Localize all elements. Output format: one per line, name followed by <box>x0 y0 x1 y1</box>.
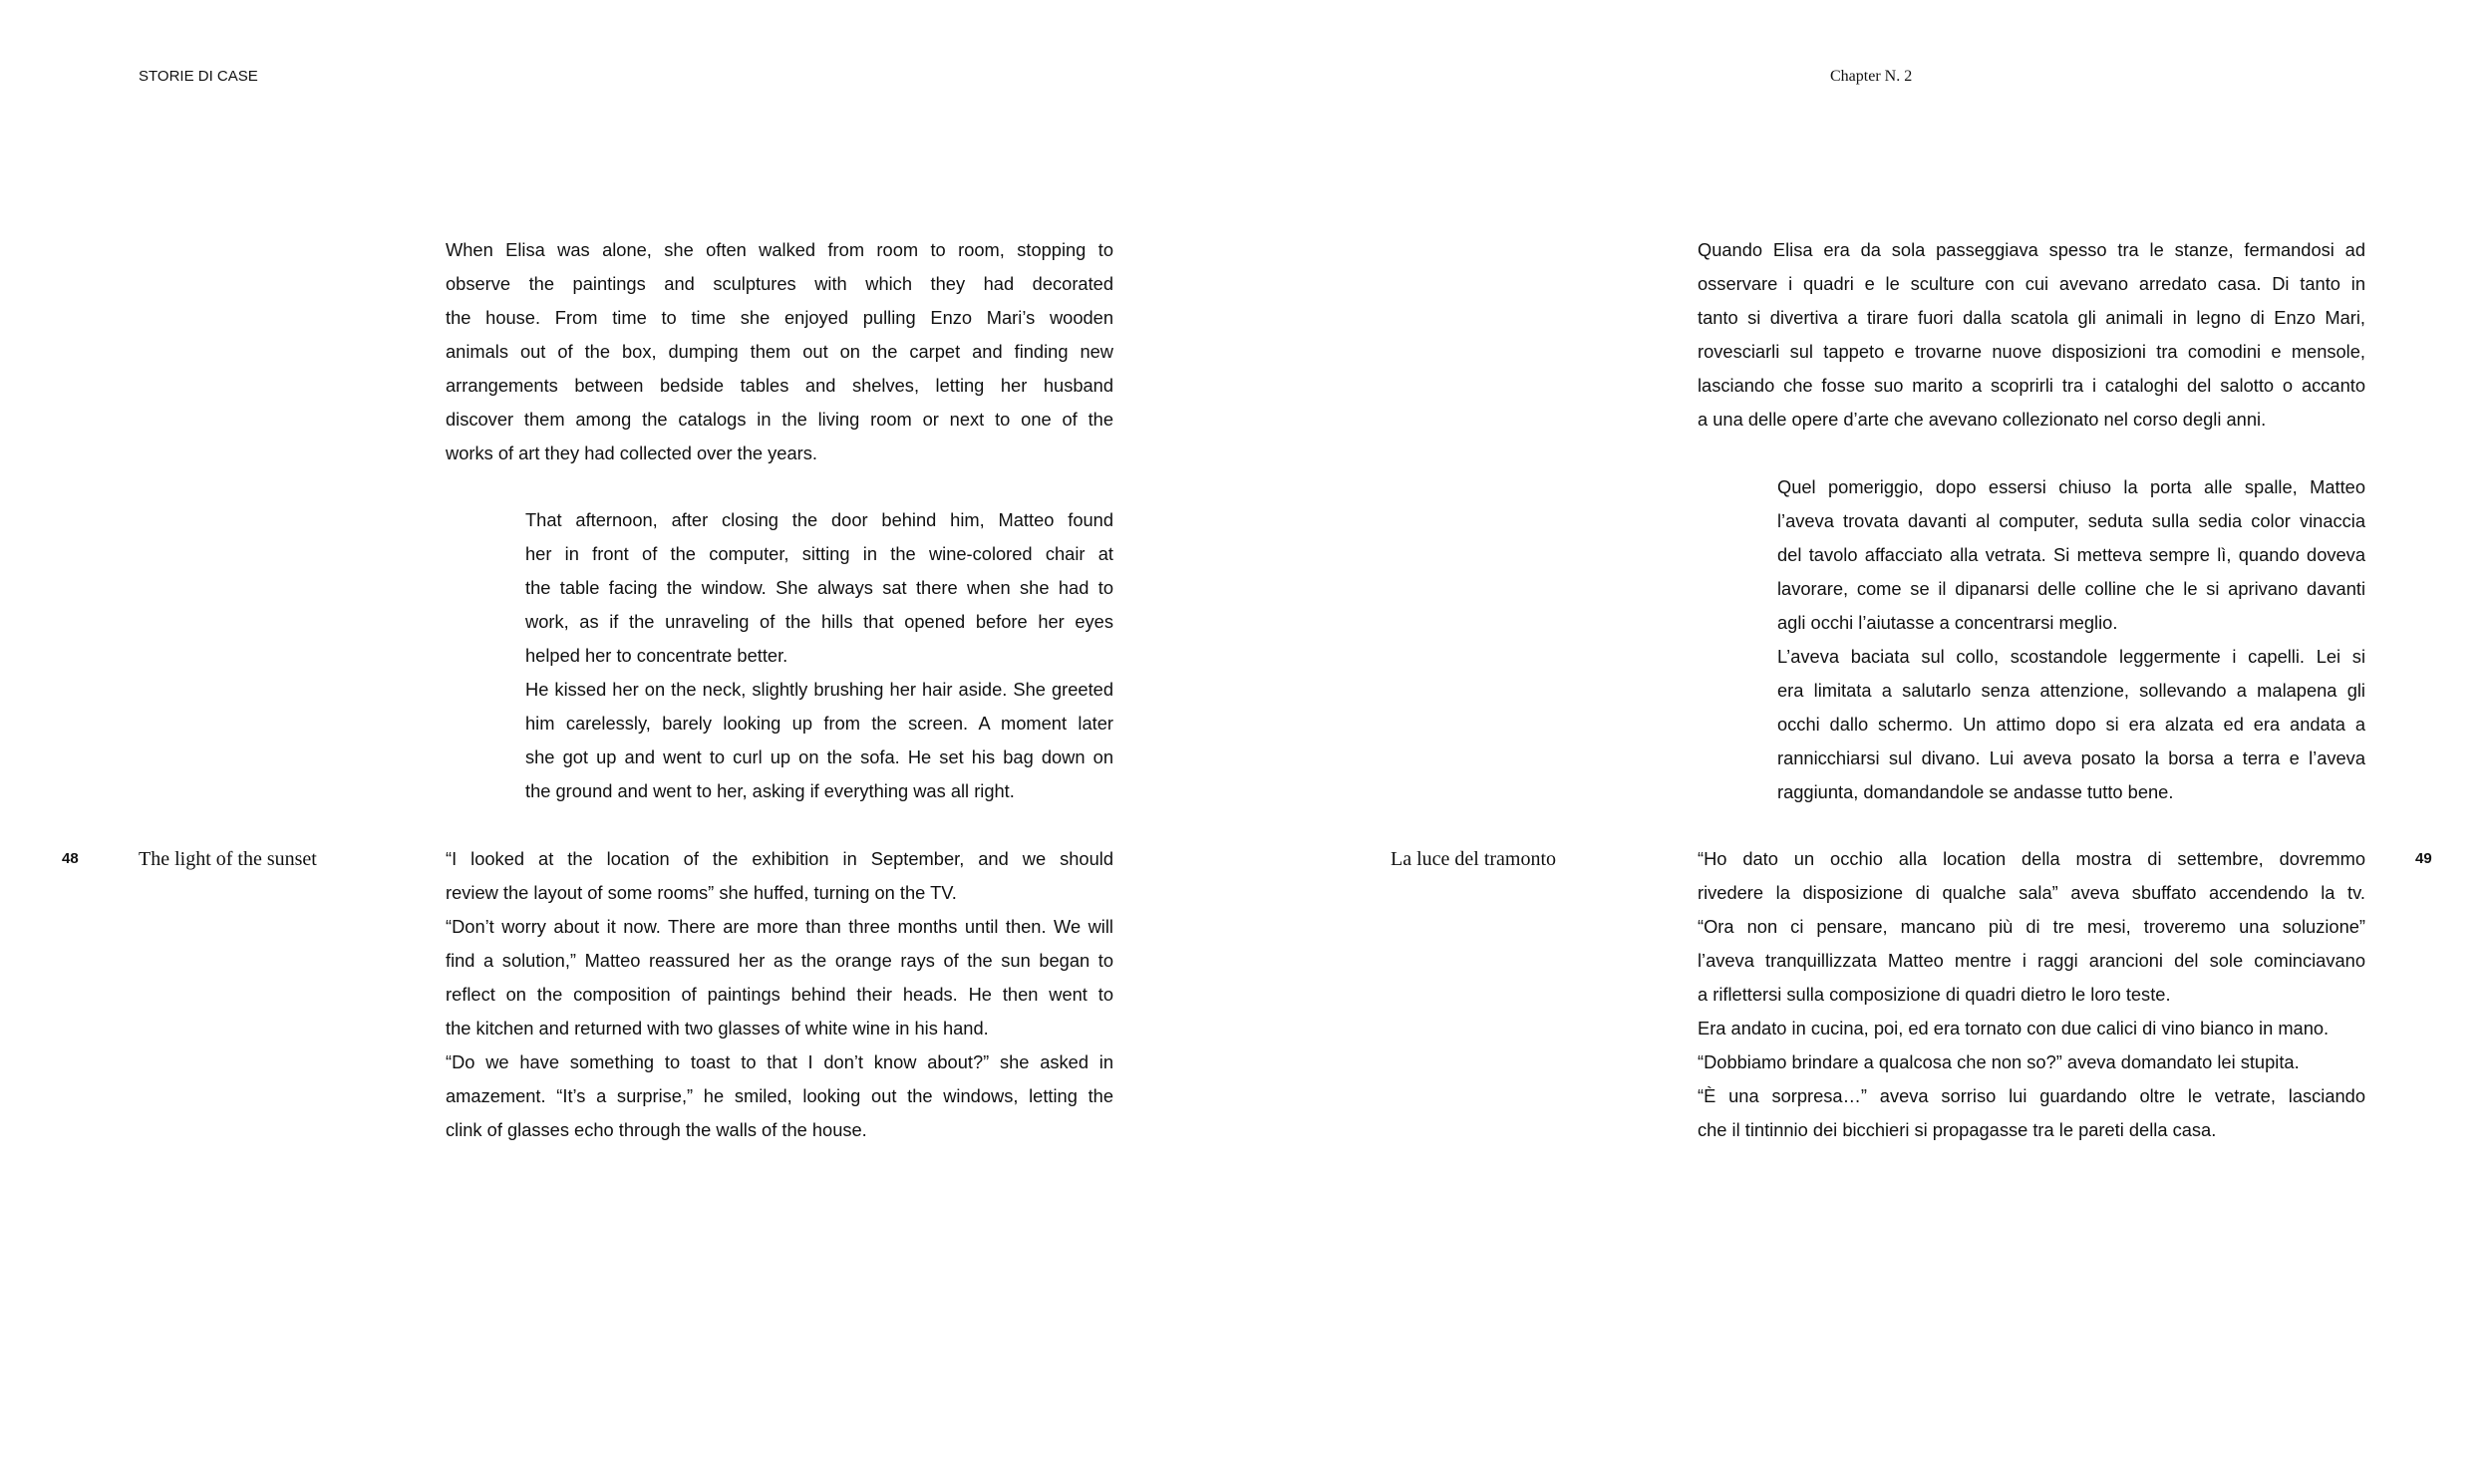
text-line: agli occhi l’aiutasse a concentrarsi meglio. <box>1777 612 2118 633</box>
text-block <box>525 503 1113 808</box>
section-title-left: The light of the sunset <box>139 848 317 870</box>
text-line: lavorare, come se il dipanarsi delle colline che le si aprivano davanti <box>1777 578 2365 599</box>
text-line: l’aveva tranquillizzata Matteo mentre i raggi arancioni del sole cominciavano <box>1698 950 2365 971</box>
text-line: arrangements between bedside tables and shelves, letting her husband <box>446 375 1113 396</box>
text-line: Quando Elisa era da sola passeggiava spesso tra le stanze, fermandosi ad <box>1698 239 2365 260</box>
text-line: clink of glasses echo through the walls of the house. <box>446 1119 867 1140</box>
page-number-left: 48 <box>62 850 79 867</box>
text-line: osservare i quadri e le sculture con cui avevano arredato casa. Di tanto in <box>1698 273 2365 294</box>
text-line: “Ho dato un occhio alla location della mostra di settembre, dovremmo <box>1698 848 2365 869</box>
text-line: “È una sorpresa…” aveva sorriso lui guardando oltre le vetrate, lasciando <box>1698 1085 2365 1106</box>
text-line: review the layout of some rooms” she huffed, turning on the TV. <box>446 882 957 903</box>
text-line: she got up and went to curl up on the sofa. He set his bag down on <box>525 746 1113 767</box>
text-line: amazement. “It’s a surprise,” he smiled, looking out the windows, letting the <box>446 1085 1113 1106</box>
text-line: “Don’t worry about it now. There are more than three months until then. We will <box>446 916 1113 937</box>
text-line: che il tintinnio dei bicchieri si propagasse tra le pareti della casa. <box>1698 1119 2217 1140</box>
text-block <box>1698 233 2365 437</box>
text-line: the table facing the window. She always sat there when she had to <box>525 577 1113 598</box>
text-line: lasciando che fosse suo marito a scoprirli tra i cataloghi del salotto o accanto <box>1698 375 2365 396</box>
text-line: Era andato in cucina, poi, ed era tornato con due calici di vino bianco in mano. <box>1698 1018 2330 1039</box>
text-line: del tavolo affacciato alla vetrata. Si metteva sempre lì, quando doveva <box>1777 544 2365 565</box>
text-line: animals out of the box, dumping them out on the carpet and finding new <box>446 341 1113 362</box>
running-header-book-title: STORIE DI CASE <box>139 68 258 85</box>
text-block <box>1698 842 2365 1147</box>
text-line: l’aveva trovata davanti al computer, seduta sulla sedia color vinaccia <box>1777 510 2365 531</box>
page-number-right: 49 <box>2415 850 2432 867</box>
text-line: observe the paintings and sculptures with which they had decorated <box>446 273 1113 294</box>
text-line: “Ora non ci pensare, mancano più di tre mesi, troveremo una soluzione” <box>1698 916 2365 937</box>
text-line: raggiunta, domandandole se andasse tutto bene. <box>1777 781 2174 802</box>
text-line: her in front of the computer, sitting in the wine-colored chair at <box>525 543 1113 564</box>
text-block <box>446 842 1113 1147</box>
text-line: When Elisa was alone, she often walked from room to room, stopping to <box>446 239 1113 260</box>
text-line: “Do we have something to toast to that I don’t know about?” she asked in <box>446 1051 1113 1072</box>
text-line: discover them among the catalogs in the living room or next to one of the <box>446 409 1113 430</box>
text-block <box>446 233 1113 470</box>
section-title-right: La luce del tramonto <box>1391 848 1557 870</box>
text-line: works of art they had collected over the years. <box>446 443 817 463</box>
text-line: work, as if the unraveling of the hills that opened before her eyes <box>525 611 1113 632</box>
text-line: rannicchiarsi sul divano. Lui aveva posato la borsa a terra e l’aveva <box>1777 747 2365 768</box>
text-line: rivedere la disposizione di qualche sala” aveva sbuffato accendendo la tv. <box>1698 882 2365 903</box>
text-line: era limitata a salutarlo senza attenzione, sollevando a malapena gli <box>1777 680 2365 701</box>
text-line: find a solution,” Matteo reassured her as the orange rays of the sun began to <box>446 950 1113 971</box>
text-line: occhi dallo schermo. Un attimo dopo si era alzata ed era andata a <box>1777 714 2365 735</box>
text-block <box>1777 470 2365 809</box>
text-line: L’aveva baciata sul collo, scostandole leggermente i capelli. Lei si <box>1777 646 2365 667</box>
text-line: him carelessly, barely looking up from the screen. A moment later <box>525 713 1113 734</box>
text-line: That afternoon, after closing the door behind him, Matteo found <box>525 509 1113 530</box>
running-header-chapter: Chapter N. 2 <box>1830 68 1913 85</box>
text-line: the kitchen and returned with two glasses of white wine in his hand. <box>446 1018 989 1039</box>
text-line: tanto si divertiva a tirare fuori dalla scatola gli animali in legno di Enzo Mari, <box>1698 307 2365 328</box>
text-line: He kissed her on the neck, slightly brushing her hair aside. She greeted <box>525 679 1113 700</box>
text-line: “Dobbiamo brindare a qualcosa che non so?” aveva domandato lei stupita. <box>1698 1051 2300 1072</box>
text-line: a una delle opere d’arte che avevano collezionato nel corso degli anni. <box>1698 409 2267 430</box>
text-line: rovesciarli sul tappeto e trovarne nuove disposizioni tra comodini e mensole, <box>1698 341 2365 362</box>
text-line: helped her to concentrate better. <box>525 645 788 666</box>
text-line: “I looked at the location of the exhibition in September, and we should <box>446 848 1113 869</box>
text-line: Quel pomeriggio, dopo essersi chiuso la porta alle spalle, Matteo <box>1777 476 2365 497</box>
text-line: the house. From time to time she enjoyed pulling Enzo Mari’s wooden <box>446 307 1113 328</box>
text-line: reflect on the composition of paintings behind their heads. He then went to <box>446 984 1113 1005</box>
text-line: the ground and went to her, asking if everything was all right. <box>525 780 1015 801</box>
text-line: a riflettersi sulla composizione di quadri dietro le loro teste. <box>1698 984 2171 1005</box>
